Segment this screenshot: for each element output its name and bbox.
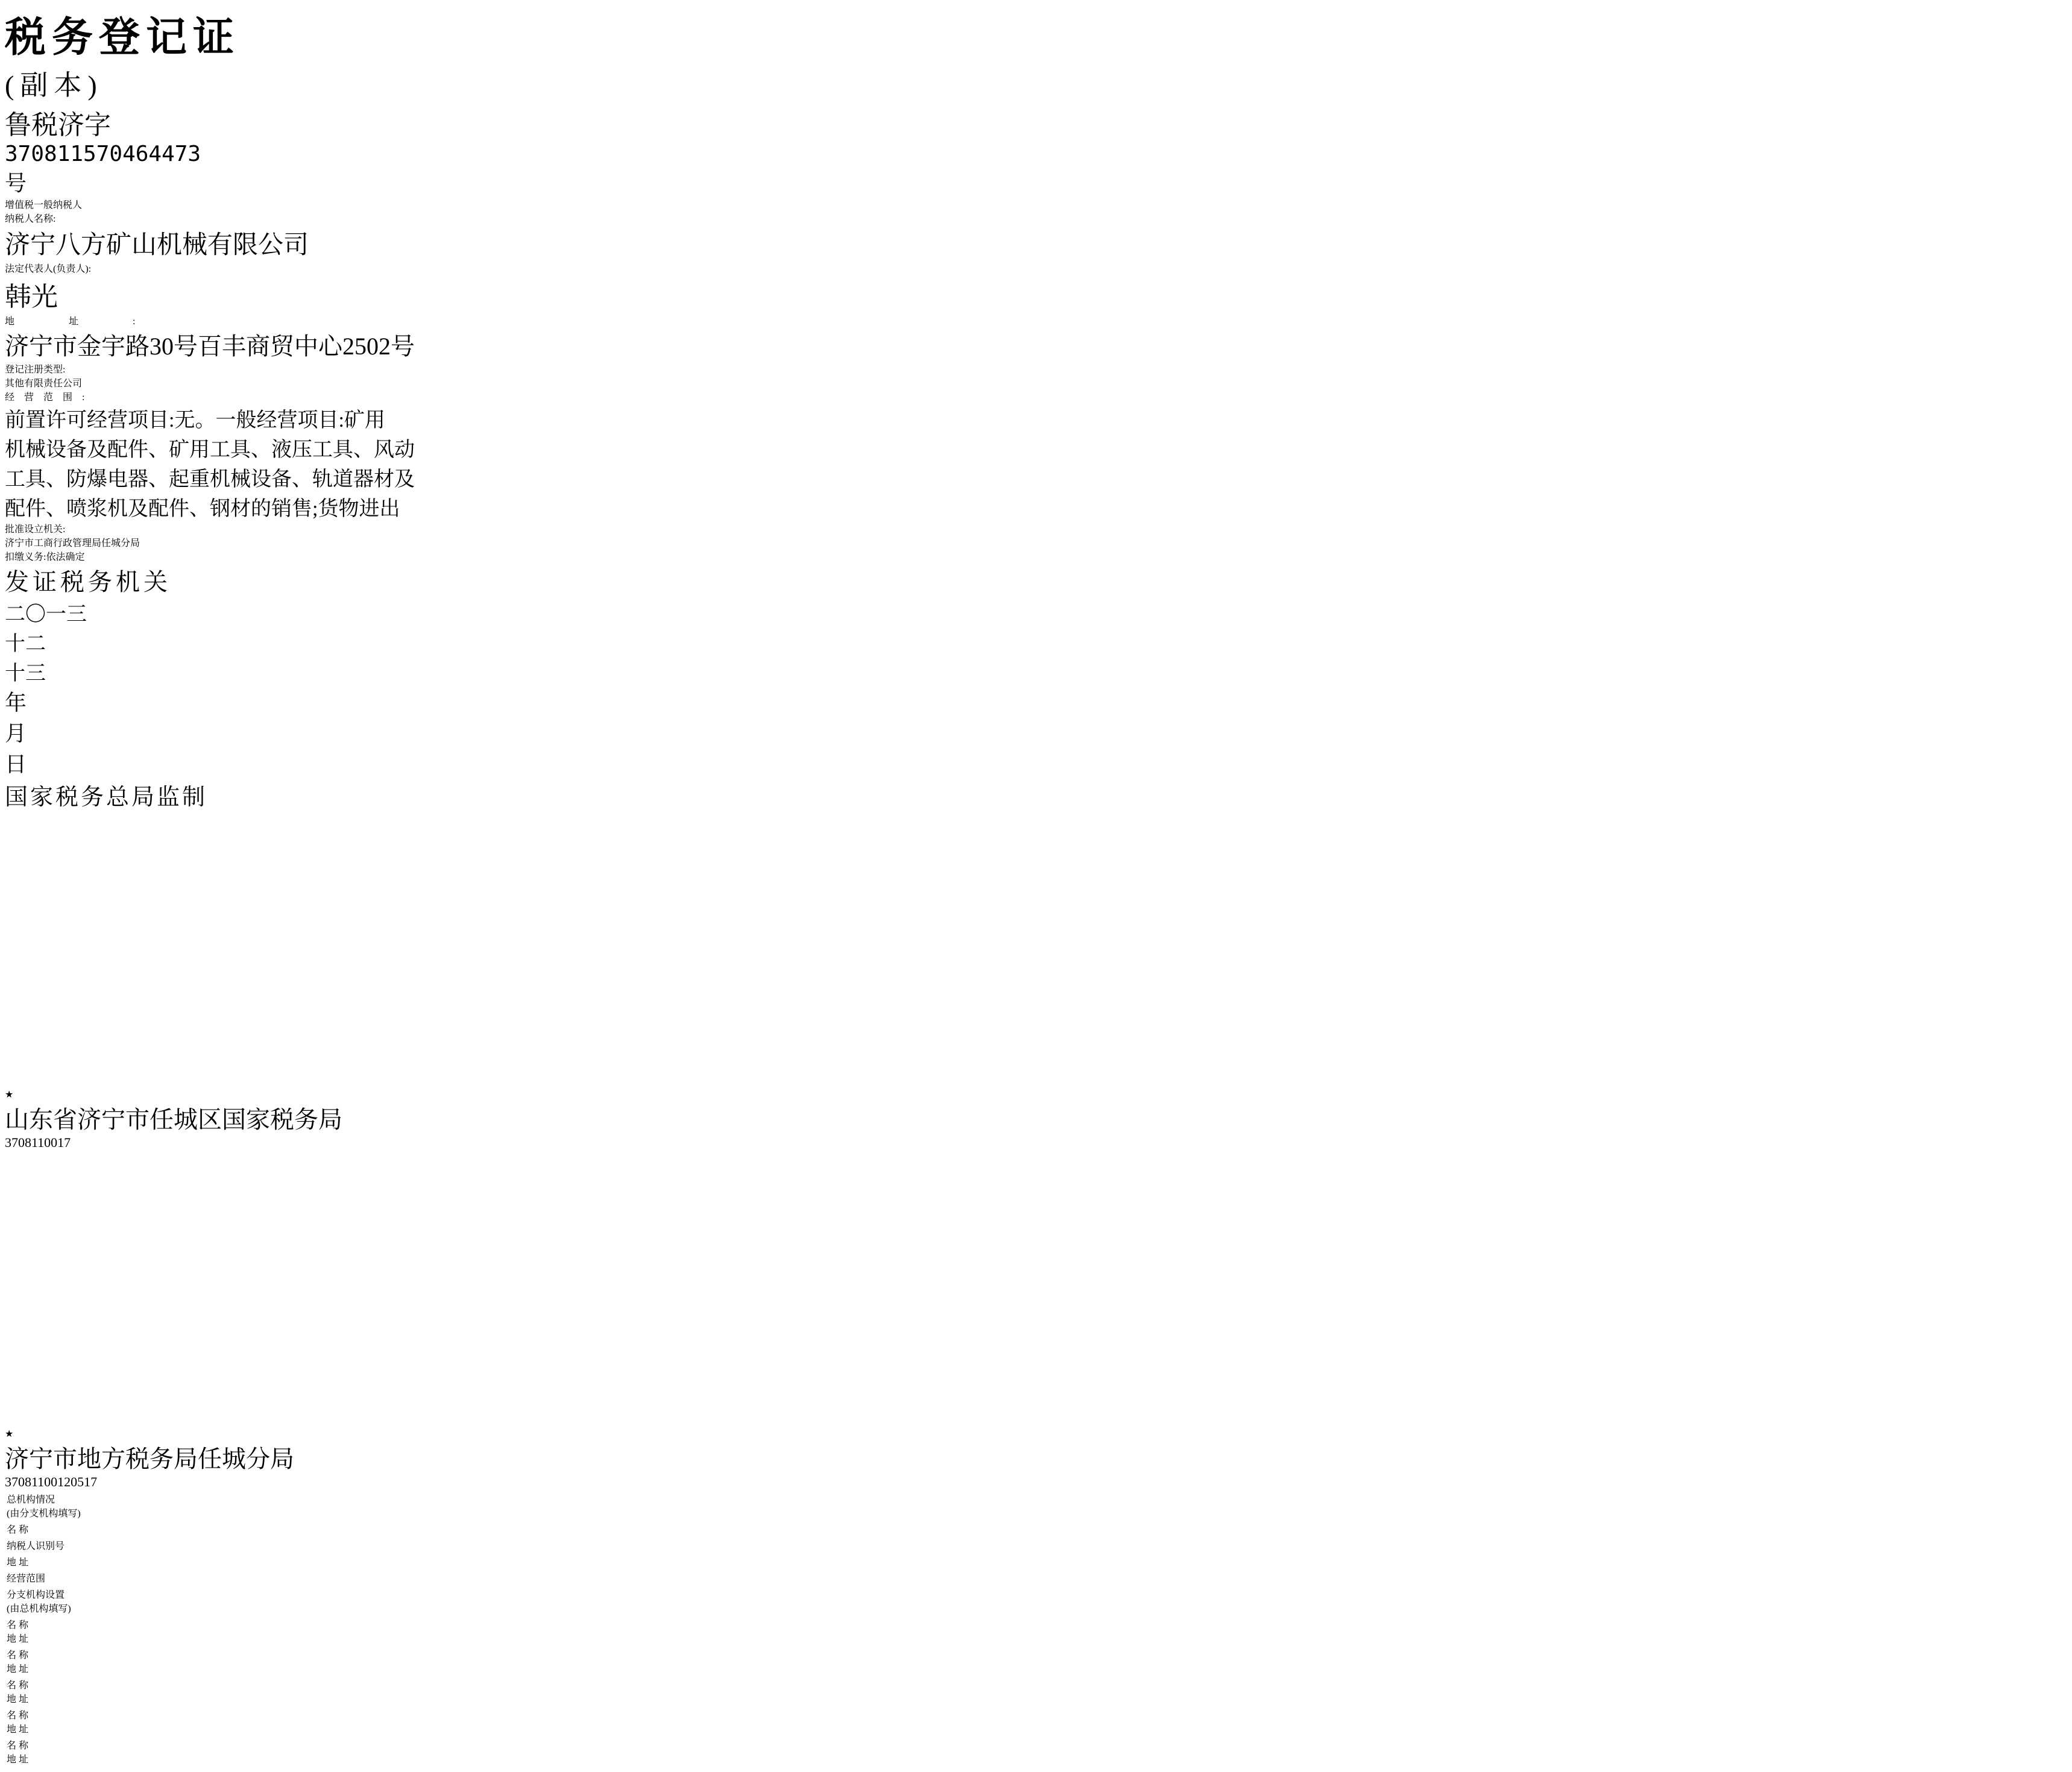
day-char: 日 [5,752,27,776]
approval-authority: 济宁市工商行政管理局任城分局 [5,538,140,548]
date-year: 二〇一三 [5,603,87,626]
stamp-star-icon: ★ [5,1090,14,1100]
address-label: 地址: [5,316,190,327]
vat-stamp: 增值税一般纳税人 [5,200,83,210]
stamp2-text: 济宁市地方税务局任城分局 [5,1445,294,1472]
withholding: 扣缴义务:依法确定 [5,552,85,562]
tax-number-suffix: 号 [5,171,27,195]
legal-rep: 韩光 [5,282,58,312]
branch-sub: (由总机构填写) [7,1604,71,1614]
branch-name-label: 名 称 [7,1650,29,1660]
branch-title: 分支机构设置 [7,1590,65,1600]
stamp-local-tax [5,1151,282,1428]
branch-address-label: 地 址 [7,1724,29,1735]
stamp-star-icon: ★ [5,1429,14,1439]
branch-name-label: 名 称 [7,1620,29,1630]
branch-value [80,1707,81,1736]
branch-address-label: 地 址 [7,1664,29,1674]
certificate-subtitle: (副本) [5,70,103,101]
footer: 国家税务总局监制 [5,785,208,810]
hq-address-value [80,1554,81,1569]
scope-line: 前置许可经营项目:无。一般经营项目:矿用 [5,409,385,432]
certificate-title: 税务登记证 [5,14,241,60]
approval-label: 批准设立机关: [5,524,66,535]
branch-address-label: 地 址 [7,1634,29,1644]
branch-name-label: 名 称 [7,1680,29,1691]
taxpayer-name-label: 纳税人名称: [5,214,56,224]
stamp-state-tax [5,811,282,1089]
branch-value [80,1616,81,1645]
hq-scope-value [80,1570,81,1585]
scope-line: 配件、喷浆机及配件、钢材的销售;货物进出 [5,498,400,520]
hq-name-value [80,1521,81,1536]
tax-number: 370811570464473 [5,142,201,166]
date-day: 十三 [5,662,46,685]
reg-type: 其他有限责任公司 [5,379,83,389]
stamp1-number: 3708110017 [5,1135,71,1150]
address: 济宁市金宇路30号百丰商贸中心2502号 [5,333,415,360]
date-month: 十二 [5,633,46,655]
legal-rep-label: 法定代表人(负责人): [5,264,92,274]
stamp1-text: 山东省济宁市任城区国家税务局 [5,1106,342,1133]
hq-name-label: 名 称 [7,1525,29,1535]
month-char: 月 [5,721,27,746]
branch-value [80,1737,81,1766]
stamp2-number: 37081100120517 [5,1474,98,1489]
head-sub: (由分支机构填写) [7,1509,81,1519]
branch-value [80,1647,81,1676]
issuer: 发证税务机关 [5,568,171,595]
branch-name-label: 名 称 [7,1711,29,1721]
hq-scope-label: 经营范围 [7,1574,46,1584]
scope-line: 机械设备及配件、矿用工具、液压工具、风动 [5,439,415,461]
scope-line: 工具、防爆电器、起重机械设备、轨道器材及 [5,468,415,491]
branch-name-label: 名 称 [7,1741,29,1751]
reg-type-label: 登记注册类型: [5,365,66,375]
year-char: 年 [5,691,27,715]
taxpayer-name: 济宁八方矿山机械有限公司 [5,231,309,259]
tax-prefix: 鲁税济字 [5,110,111,140]
hq-tax-id-value [80,1538,81,1553]
branch-value [80,1677,81,1706]
hq-address-label: 地 址 [7,1557,29,1568]
hq-tax-id-label: 纳税人识别号 [7,1541,65,1551]
scope-label: 经营范围: [5,392,95,403]
branch-address-label: 地 址 [7,1755,29,1765]
branch-address-label: 地 址 [7,1694,29,1704]
registration-table [5,1490,83,1767]
head-title: 总机构情况 [7,1495,55,1505]
